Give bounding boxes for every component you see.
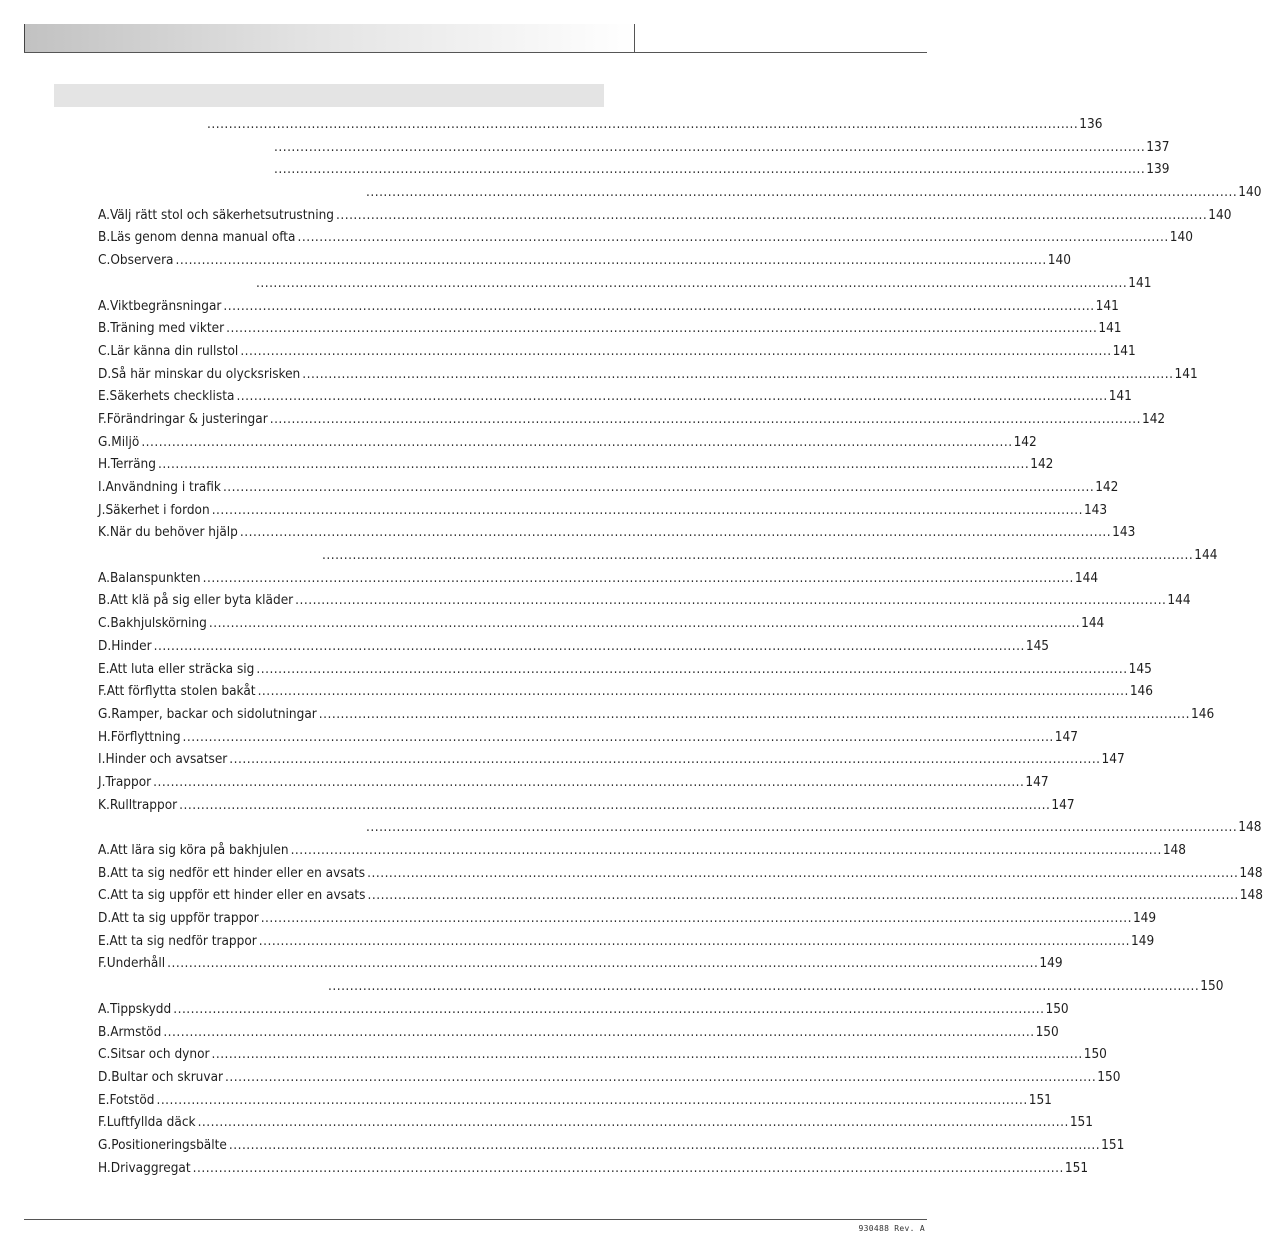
toc-entry-letter: H. bbox=[98, 1159, 111, 1176]
toc-line bbox=[98, 386, 1132, 409]
toc-page-number: 141 bbox=[1128, 274, 1152, 291]
toc-entry-letter: B. bbox=[98, 229, 111, 246]
toc-page-number: 143 bbox=[1083, 501, 1108, 518]
toc-leader-dots: ........................................................................................................................................................................................................ bbox=[222, 479, 1095, 495]
toc-leader-dots: ........................................................................................................................................................................................................ bbox=[336, 206, 1208, 223]
toc-page-number: 151 bbox=[1101, 1136, 1125, 1153]
toc-leader-dots: ........................................................................................................................................................................................................ bbox=[173, 1000, 1045, 1017]
toc-leader-dots: ........................................................................................................................................................................................................ bbox=[153, 773, 1025, 790]
toc-page-number: 146 bbox=[1129, 683, 1153, 700]
toc-leader-dots: ........................................................................................................................................................................................................ bbox=[179, 796, 1051, 813]
toc-entry-letter: E. bbox=[98, 932, 110, 949]
toc-line bbox=[98, 999, 1069, 1022]
toc-entry-label: Läs genom denna manual ofta bbox=[110, 229, 296, 246]
toc-entry-label: Bultar och skruvar bbox=[111, 1068, 224, 1085]
toc-entry-label: Armstöd bbox=[110, 1023, 162, 1040]
toc-page-number: 150 bbox=[1035, 1023, 1059, 1040]
toc-leader-dots: ........................................................................................................................................................................................................ bbox=[297, 229, 1169, 246]
toc-line bbox=[98, 931, 1155, 954]
toc-entry-letter: E. bbox=[98, 388, 110, 405]
toc-line bbox=[254, 273, 1152, 296]
toc-leader-dots: ........................................................................................................................................................................................................ bbox=[167, 955, 1039, 972]
toc-line bbox=[98, 681, 1153, 704]
toc-entry[interactable] bbox=[0, 250, 1071, 273]
toc-entry-letter: J. bbox=[98, 501, 106, 518]
toc-entry-label: Trappor bbox=[105, 773, 152, 790]
toc-entry-label: Luftfyllda däck bbox=[106, 1114, 196, 1131]
toc-line bbox=[98, 454, 1054, 477]
toc-entry[interactable] bbox=[0, 432, 1037, 455]
toc-leader-dots: ........................................................................................................................................................................................................ bbox=[367, 887, 1239, 904]
toc-line bbox=[98, 840, 1186, 863]
toc-entry[interactable] bbox=[0, 1090, 1052, 1113]
toc-leader-dots: ........................................................................................................................................................................................................ bbox=[366, 819, 1238, 836]
toc-entry[interactable] bbox=[0, 477, 1119, 500]
toc-entry-letter: B. bbox=[98, 592, 111, 609]
toc-entry[interactable] bbox=[0, 318, 1122, 341]
toc-entry[interactable] bbox=[0, 1044, 1107, 1067]
toc-entry-label: Att lära sig köra på bakhjulen bbox=[109, 842, 289, 858]
toc-entry-label: Underhåll bbox=[106, 955, 166, 972]
toc-entry[interactable] bbox=[0, 137, 1170, 160]
toc-entry-label: Tippskydd bbox=[109, 1000, 172, 1017]
toc-page-number: 150 bbox=[1200, 978, 1224, 995]
toc-leader-dots: ........................................................................................................................................................................................................ bbox=[322, 547, 1194, 564]
toc-leader-dots: ........................................................................................................................................................................................................ bbox=[236, 388, 1108, 405]
toc-entry[interactable] bbox=[0, 159, 1170, 182]
toc-entry-letter: C. bbox=[98, 887, 111, 904]
toc-entry-letter: E. bbox=[98, 660, 110, 677]
toc-page-number: 136 bbox=[1079, 116, 1103, 132]
toc-page-number: 142 bbox=[1095, 479, 1119, 495]
toc-entry[interactable] bbox=[0, 636, 1050, 659]
toc-entry-letter: J. bbox=[98, 773, 106, 790]
toc-entry[interactable] bbox=[0, 341, 1136, 364]
toc-entry-label: Förändringar & justeringar bbox=[106, 410, 268, 427]
toc-line bbox=[98, 341, 1136, 364]
toc-page-number: 145 bbox=[1128, 660, 1152, 677]
toc-leader-dots: ........................................................................................................................................................................................................ bbox=[223, 297, 1095, 314]
toc-page-number: 148 bbox=[1239, 864, 1263, 881]
toc-entry-label: Så här minskar du olycksrisken bbox=[111, 365, 301, 382]
toc-entry-letter: B. bbox=[98, 320, 111, 337]
toc-line bbox=[364, 817, 1262, 840]
toc-leader-dots: ........................................................................................................................................................................................................ bbox=[192, 1159, 1064, 1176]
toc-leader-dots: ........................................................................................................................................................................................................ bbox=[226, 320, 1098, 337]
toc-entry[interactable] bbox=[0, 1135, 1125, 1158]
toc-entry-label: Att luta eller sträcka sig bbox=[109, 660, 255, 677]
toc-page-number: 148 bbox=[1239, 887, 1263, 904]
toc-entry[interactable] bbox=[0, 1158, 1089, 1181]
toc-entry-label: Terräng bbox=[110, 456, 156, 473]
toc-entry[interactable] bbox=[0, 931, 1155, 954]
toc-entry[interactable] bbox=[0, 545, 1218, 568]
toc-leader-dots: ........................................................................................................................................................................................................ bbox=[239, 524, 1112, 541]
toc-entry[interactable] bbox=[0, 522, 1136, 545]
toc-page-number: 144 bbox=[1167, 592, 1191, 609]
toc-leader-dots: ........................................................................................................................................................................................................ bbox=[211, 501, 1083, 518]
toc-page-number: 143 bbox=[1112, 524, 1136, 541]
toc-line bbox=[98, 477, 1119, 500]
toc-line bbox=[98, 318, 1122, 341]
toc-entry-letter: D. bbox=[98, 910, 112, 927]
toc-page-number: 142 bbox=[1013, 433, 1037, 450]
toc-entry[interactable] bbox=[0, 205, 1232, 228]
toc-line bbox=[98, 636, 1050, 659]
toc-line bbox=[272, 137, 1170, 160]
toc-leader-dots: ........................................................................................................................................................................................................ bbox=[302, 365, 1174, 382]
toc-entry-label: Välj rätt stol och säkerhetsutrustning bbox=[109, 206, 334, 223]
toc-entry-letter: H. bbox=[98, 728, 111, 745]
toc-entry[interactable] bbox=[0, 454, 1054, 477]
toc-entry-letter: A. bbox=[98, 1000, 110, 1017]
toc-line bbox=[98, 749, 1125, 772]
toc-entry[interactable] bbox=[0, 182, 1262, 205]
toc-line bbox=[98, 885, 1263, 908]
toc-leader-dots: ........................................................................................................................................................................................................ bbox=[208, 615, 1081, 632]
toc-line bbox=[98, 1067, 1121, 1090]
toc-entry-letter: F. bbox=[98, 410, 107, 427]
toc-line bbox=[98, 795, 1075, 818]
document-code: 930488 Rev. A bbox=[858, 1224, 925, 1233]
toc-entry[interactable] bbox=[0, 976, 1224, 999]
toc-entry[interactable] bbox=[0, 863, 1263, 886]
toc-entry-label: Fotstöd bbox=[109, 1091, 155, 1108]
toc-entry-letter: A. bbox=[98, 842, 110, 858]
toc-line bbox=[98, 205, 1232, 228]
toc-leader-dots: ........................................................................................................................................................................................................ bbox=[274, 138, 1146, 155]
toc-entry-letter: C. bbox=[98, 252, 111, 269]
toc-entry[interactable] bbox=[0, 727, 1078, 750]
toc-line bbox=[98, 1135, 1125, 1158]
toc-page-number: 148 bbox=[1162, 842, 1186, 858]
toc-entry-label: Att ta sig uppför ett hinder eller en avsats bbox=[110, 887, 366, 904]
toc-entry[interactable] bbox=[0, 772, 1049, 795]
toc-entry-label: Miljö bbox=[111, 433, 140, 450]
toc-entry[interactable] bbox=[0, 1067, 1121, 1090]
toc-line bbox=[98, 432, 1037, 455]
toc-page-number: 147 bbox=[1101, 751, 1125, 768]
toc-entry[interactable] bbox=[0, 1022, 1059, 1045]
toc-leader-dots: ........................................................................................................................................................................................................ bbox=[202, 569, 1074, 586]
toc-entry-letter: C. bbox=[98, 615, 111, 632]
toc-entry-label: Lär känna din rullstol bbox=[110, 342, 239, 359]
toc-line bbox=[320, 545, 1218, 568]
toc-leader-dots: ........................................................................................................................................................................................................ bbox=[163, 1023, 1035, 1040]
toc-entry-label: Observera bbox=[110, 252, 174, 269]
toc-page-number: 149 bbox=[1039, 955, 1063, 972]
toc-entry-letter: B. bbox=[98, 864, 111, 881]
toc-line bbox=[98, 296, 1119, 319]
toc-entry[interactable] bbox=[0, 386, 1132, 409]
toc-entry[interactable] bbox=[0, 500, 1108, 523]
toc-page-number: 147 bbox=[1051, 796, 1075, 813]
toc-leader-dots: ........................................................................................................................................................................................................ bbox=[207, 116, 1079, 132]
toc-line bbox=[98, 364, 1198, 387]
toc-entry-letter: H. bbox=[98, 456, 111, 473]
toc-entry-label: Viktbegränsningar bbox=[109, 297, 222, 314]
toc-leader-dots: ........................................................................................................................................................................................................ bbox=[182, 728, 1054, 745]
toc-page-number: 149 bbox=[1132, 910, 1157, 927]
toc-leader-dots: ........................................................................................................................................................................................................ bbox=[228, 1136, 1101, 1153]
toc-leader-dots: ........................................................................................................................................................................................................ bbox=[318, 705, 1191, 722]
toc-leader-dots: ........................................................................................................................................................................................................ bbox=[367, 864, 1239, 881]
toc-leader-dots: ........................................................................................................................................................................................................ bbox=[256, 274, 1128, 291]
toc-leader-dots: ........................................................................................................................................................................................................ bbox=[295, 592, 1167, 609]
toc-leader-dots: ........................................................................................................................................................................................................ bbox=[175, 252, 1047, 269]
toc-entry-letter: K. bbox=[98, 796, 110, 813]
toc-leader-dots: ........................................................................................................................................................................................................ bbox=[274, 161, 1146, 178]
toc-entry-label: Att förflytta stolen bakåt bbox=[106, 683, 256, 700]
table-of-contents bbox=[0, 114, 1263, 1180]
toc-page-number: 140 bbox=[1208, 206, 1232, 223]
toc-line bbox=[364, 182, 1262, 205]
toc-page-number: 144 bbox=[1074, 569, 1099, 586]
toc-entry-letter: K. bbox=[98, 524, 110, 541]
toc-page-number: 147 bbox=[1025, 773, 1049, 790]
toc-page-number: 140 bbox=[1238, 184, 1262, 201]
toc-entry[interactable] bbox=[0, 114, 1103, 137]
toc-line bbox=[205, 114, 1103, 137]
toc-page-number: 141 bbox=[1108, 388, 1132, 405]
toc-leader-dots: ........................................................................................................................................................................................................ bbox=[240, 342, 1112, 359]
toc-line bbox=[98, 727, 1078, 750]
header-divider bbox=[634, 24, 635, 52]
toc-entry-letter: A. bbox=[98, 206, 110, 223]
toc-page-number: 140 bbox=[1047, 252, 1071, 269]
toc-leader-dots: ........................................................................................................................................................................................................ bbox=[211, 1046, 1083, 1063]
toc-entry[interactable] bbox=[0, 840, 1186, 863]
toc-page-number: 150 bbox=[1083, 1046, 1107, 1063]
toc-entry-letter: E. bbox=[98, 1091, 110, 1108]
toc-entry[interactable] bbox=[0, 885, 1263, 908]
toc-leader-dots: ........................................................................................................................................................................................................ bbox=[225, 1068, 1097, 1085]
toc-line bbox=[98, 1044, 1107, 1067]
toc-entry-letter: A. bbox=[98, 297, 110, 314]
toc-line bbox=[98, 613, 1105, 636]
toc-entry-label: Att ta sig nedför ett hinder eller en avsats bbox=[110, 864, 366, 881]
toc-entry[interactable] bbox=[0, 953, 1063, 976]
toc-entry-label: Säkerhets checklista bbox=[109, 388, 235, 405]
toc-page-number: 147 bbox=[1054, 728, 1078, 745]
toc-leader-dots: ........................................................................................................................................................................................................ bbox=[157, 456, 1030, 473]
toc-page-number: 150 bbox=[1097, 1068, 1121, 1085]
toc-entry-label: Hinder bbox=[111, 637, 152, 654]
toc-line bbox=[98, 659, 1152, 682]
toc-page-number: 139 bbox=[1146, 161, 1170, 178]
toc-entry-label: Ramper, backar och sidolutningar bbox=[111, 705, 317, 722]
toc-page-number: 144 bbox=[1081, 615, 1105, 632]
toc-line bbox=[98, 522, 1136, 545]
toc-entry-letter: C. bbox=[98, 342, 111, 359]
toc-entry-letter: F. bbox=[98, 1114, 107, 1131]
toc-entry[interactable] bbox=[0, 568, 1099, 591]
toc-leader-dots: ........................................................................................................................................................................................................ bbox=[257, 683, 1129, 700]
toc-line bbox=[98, 704, 1215, 727]
toc-entry[interactable] bbox=[0, 409, 1166, 432]
toc-page-number: 141 bbox=[1112, 342, 1136, 359]
section-heading-band bbox=[54, 84, 604, 107]
toc-entry-letter: I. bbox=[98, 479, 106, 495]
toc-entry[interactable] bbox=[0, 795, 1075, 818]
toc-page-number: 148 bbox=[1238, 819, 1262, 836]
toc-entry[interactable] bbox=[0, 296, 1119, 319]
toc-entry-letter: F. bbox=[98, 683, 107, 700]
toc-line bbox=[98, 1158, 1089, 1181]
toc-line bbox=[98, 590, 1191, 613]
toc-page-number: 151 bbox=[1069, 1114, 1093, 1131]
header-rule bbox=[24, 52, 927, 53]
toc-entry-letter: D. bbox=[98, 1068, 112, 1085]
toc-line bbox=[98, 908, 1157, 931]
toc-entry-label: Att ta sig nedför trappor bbox=[109, 932, 257, 949]
toc-entry[interactable] bbox=[0, 908, 1157, 931]
toc-leader-dots: ........................................................................................................................................................................................................ bbox=[256, 660, 1128, 677]
toc-line bbox=[98, 863, 1263, 886]
toc-page-number: 151 bbox=[1028, 1091, 1052, 1108]
toc-page-number: 146 bbox=[1191, 705, 1215, 722]
toc-leader-dots: ........................................................................................................................................................................................................ bbox=[229, 751, 1101, 768]
toc-leader-dots: ........................................................................................................................................................................................................ bbox=[366, 184, 1238, 201]
toc-entry-letter: F. bbox=[98, 955, 107, 972]
toc-page-number: 141 bbox=[1174, 365, 1198, 382]
toc-page-number: 137 bbox=[1146, 138, 1170, 155]
toc-entry-letter: D. bbox=[98, 365, 112, 382]
toc-entry-label: Hinder och avsatser bbox=[105, 751, 228, 768]
toc-entry-letter: B. bbox=[98, 1023, 111, 1040]
toc-entry[interactable] bbox=[0, 227, 1193, 250]
toc-entry-label: Förflyttning bbox=[110, 728, 181, 745]
toc-entry-label: Positioneringsbälte bbox=[111, 1136, 227, 1153]
toc-line bbox=[326, 976, 1224, 999]
toc-leader-dots: ........................................................................................................................................................................................................ bbox=[141, 433, 1013, 450]
toc-entry-label: Att ta sig uppför trappor bbox=[111, 910, 259, 927]
toc-line bbox=[272, 159, 1170, 182]
toc-entry[interactable] bbox=[0, 590, 1191, 613]
toc-entry[interactable] bbox=[0, 704, 1215, 727]
footer-rule bbox=[24, 1219, 927, 1220]
toc-entry-label: Träning med vikter bbox=[110, 320, 225, 337]
toc-leader-dots: ........................................................................................................................................................................................................ bbox=[260, 910, 1132, 927]
toc-entry[interactable] bbox=[0, 681, 1153, 704]
toc-line bbox=[98, 409, 1166, 432]
toc-leader-dots: ........................................................................................................................................................................................................ bbox=[328, 978, 1200, 995]
toc-entry-label: Att klä på sig eller byta kläder bbox=[110, 592, 294, 609]
toc-page-number: 142 bbox=[1030, 456, 1054, 473]
toc-entry[interactable] bbox=[0, 749, 1125, 772]
toc-entry[interactable] bbox=[0, 1112, 1093, 1135]
toc-entry[interactable] bbox=[0, 273, 1152, 296]
toc-entry-letter: C. bbox=[98, 1046, 111, 1063]
toc-entry-label: Sitsar och dynor bbox=[110, 1046, 210, 1063]
toc-entry-label: Användning i trafik bbox=[105, 479, 221, 495]
toc-entry[interactable] bbox=[0, 613, 1105, 636]
toc-page-number: 140 bbox=[1169, 229, 1193, 246]
toc-leader-dots: ........................................................................................................................................................................................................ bbox=[197, 1114, 1069, 1131]
toc-entry-letter: G. bbox=[98, 1136, 112, 1153]
toc-leader-dots: ........................................................................................................................................................................................................ bbox=[258, 932, 1131, 949]
toc-page-number: 145 bbox=[1025, 637, 1050, 654]
toc-entry-letter: G. bbox=[98, 705, 112, 722]
toc-entry[interactable] bbox=[0, 999, 1069, 1022]
toc-leader-dots: ........................................................................................................................................................................................................ bbox=[156, 1091, 1028, 1108]
toc-entry-label: Säkerhet i fordon bbox=[105, 501, 210, 518]
header-bar bbox=[24, 24, 636, 52]
toc-entry-letter: I. bbox=[98, 751, 106, 768]
toc-entry-letter: G. bbox=[98, 433, 112, 450]
toc-page-number: 142 bbox=[1141, 410, 1166, 427]
toc-entry[interactable] bbox=[0, 817, 1262, 840]
toc-entry-letter: D. bbox=[98, 637, 112, 654]
toc-entry-label: Rulltrappor bbox=[109, 796, 178, 813]
toc-line bbox=[98, 772, 1049, 795]
toc-page-number: 149 bbox=[1131, 932, 1155, 949]
toc-line bbox=[98, 1022, 1059, 1045]
toc-entry-label: Balanspunkten bbox=[109, 569, 201, 586]
toc-page-number: 151 bbox=[1064, 1159, 1089, 1176]
toc-page-number: 141 bbox=[1098, 320, 1122, 337]
toc-entry-label: När du behöver hjälp bbox=[109, 524, 238, 541]
toc-line bbox=[98, 1090, 1052, 1113]
toc-page-number: 141 bbox=[1095, 297, 1119, 314]
toc-leader-dots: ........................................................................................................................................................................................................ bbox=[290, 842, 1162, 858]
toc-page-number: 150 bbox=[1045, 1000, 1069, 1017]
toc-entry-letter: A. bbox=[98, 569, 110, 586]
toc-entry-label: Bakhjulskörning bbox=[110, 615, 207, 632]
toc-entry[interactable] bbox=[0, 659, 1152, 682]
toc-leader-dots: ........................................................................................................................................................................................................ bbox=[153, 637, 1025, 654]
toc-line bbox=[98, 568, 1099, 591]
toc-entry[interactable] bbox=[0, 364, 1198, 387]
toc-line bbox=[98, 250, 1071, 273]
toc-page-number: 144 bbox=[1194, 547, 1218, 564]
toc-line bbox=[98, 953, 1063, 976]
toc-leader-dots: ........................................................................................................................................................................................................ bbox=[269, 410, 1141, 427]
toc-line bbox=[98, 1112, 1093, 1135]
toc-line bbox=[98, 500, 1108, 523]
toc-entry-label: Drivaggregat bbox=[110, 1159, 191, 1176]
toc-line bbox=[98, 227, 1193, 250]
